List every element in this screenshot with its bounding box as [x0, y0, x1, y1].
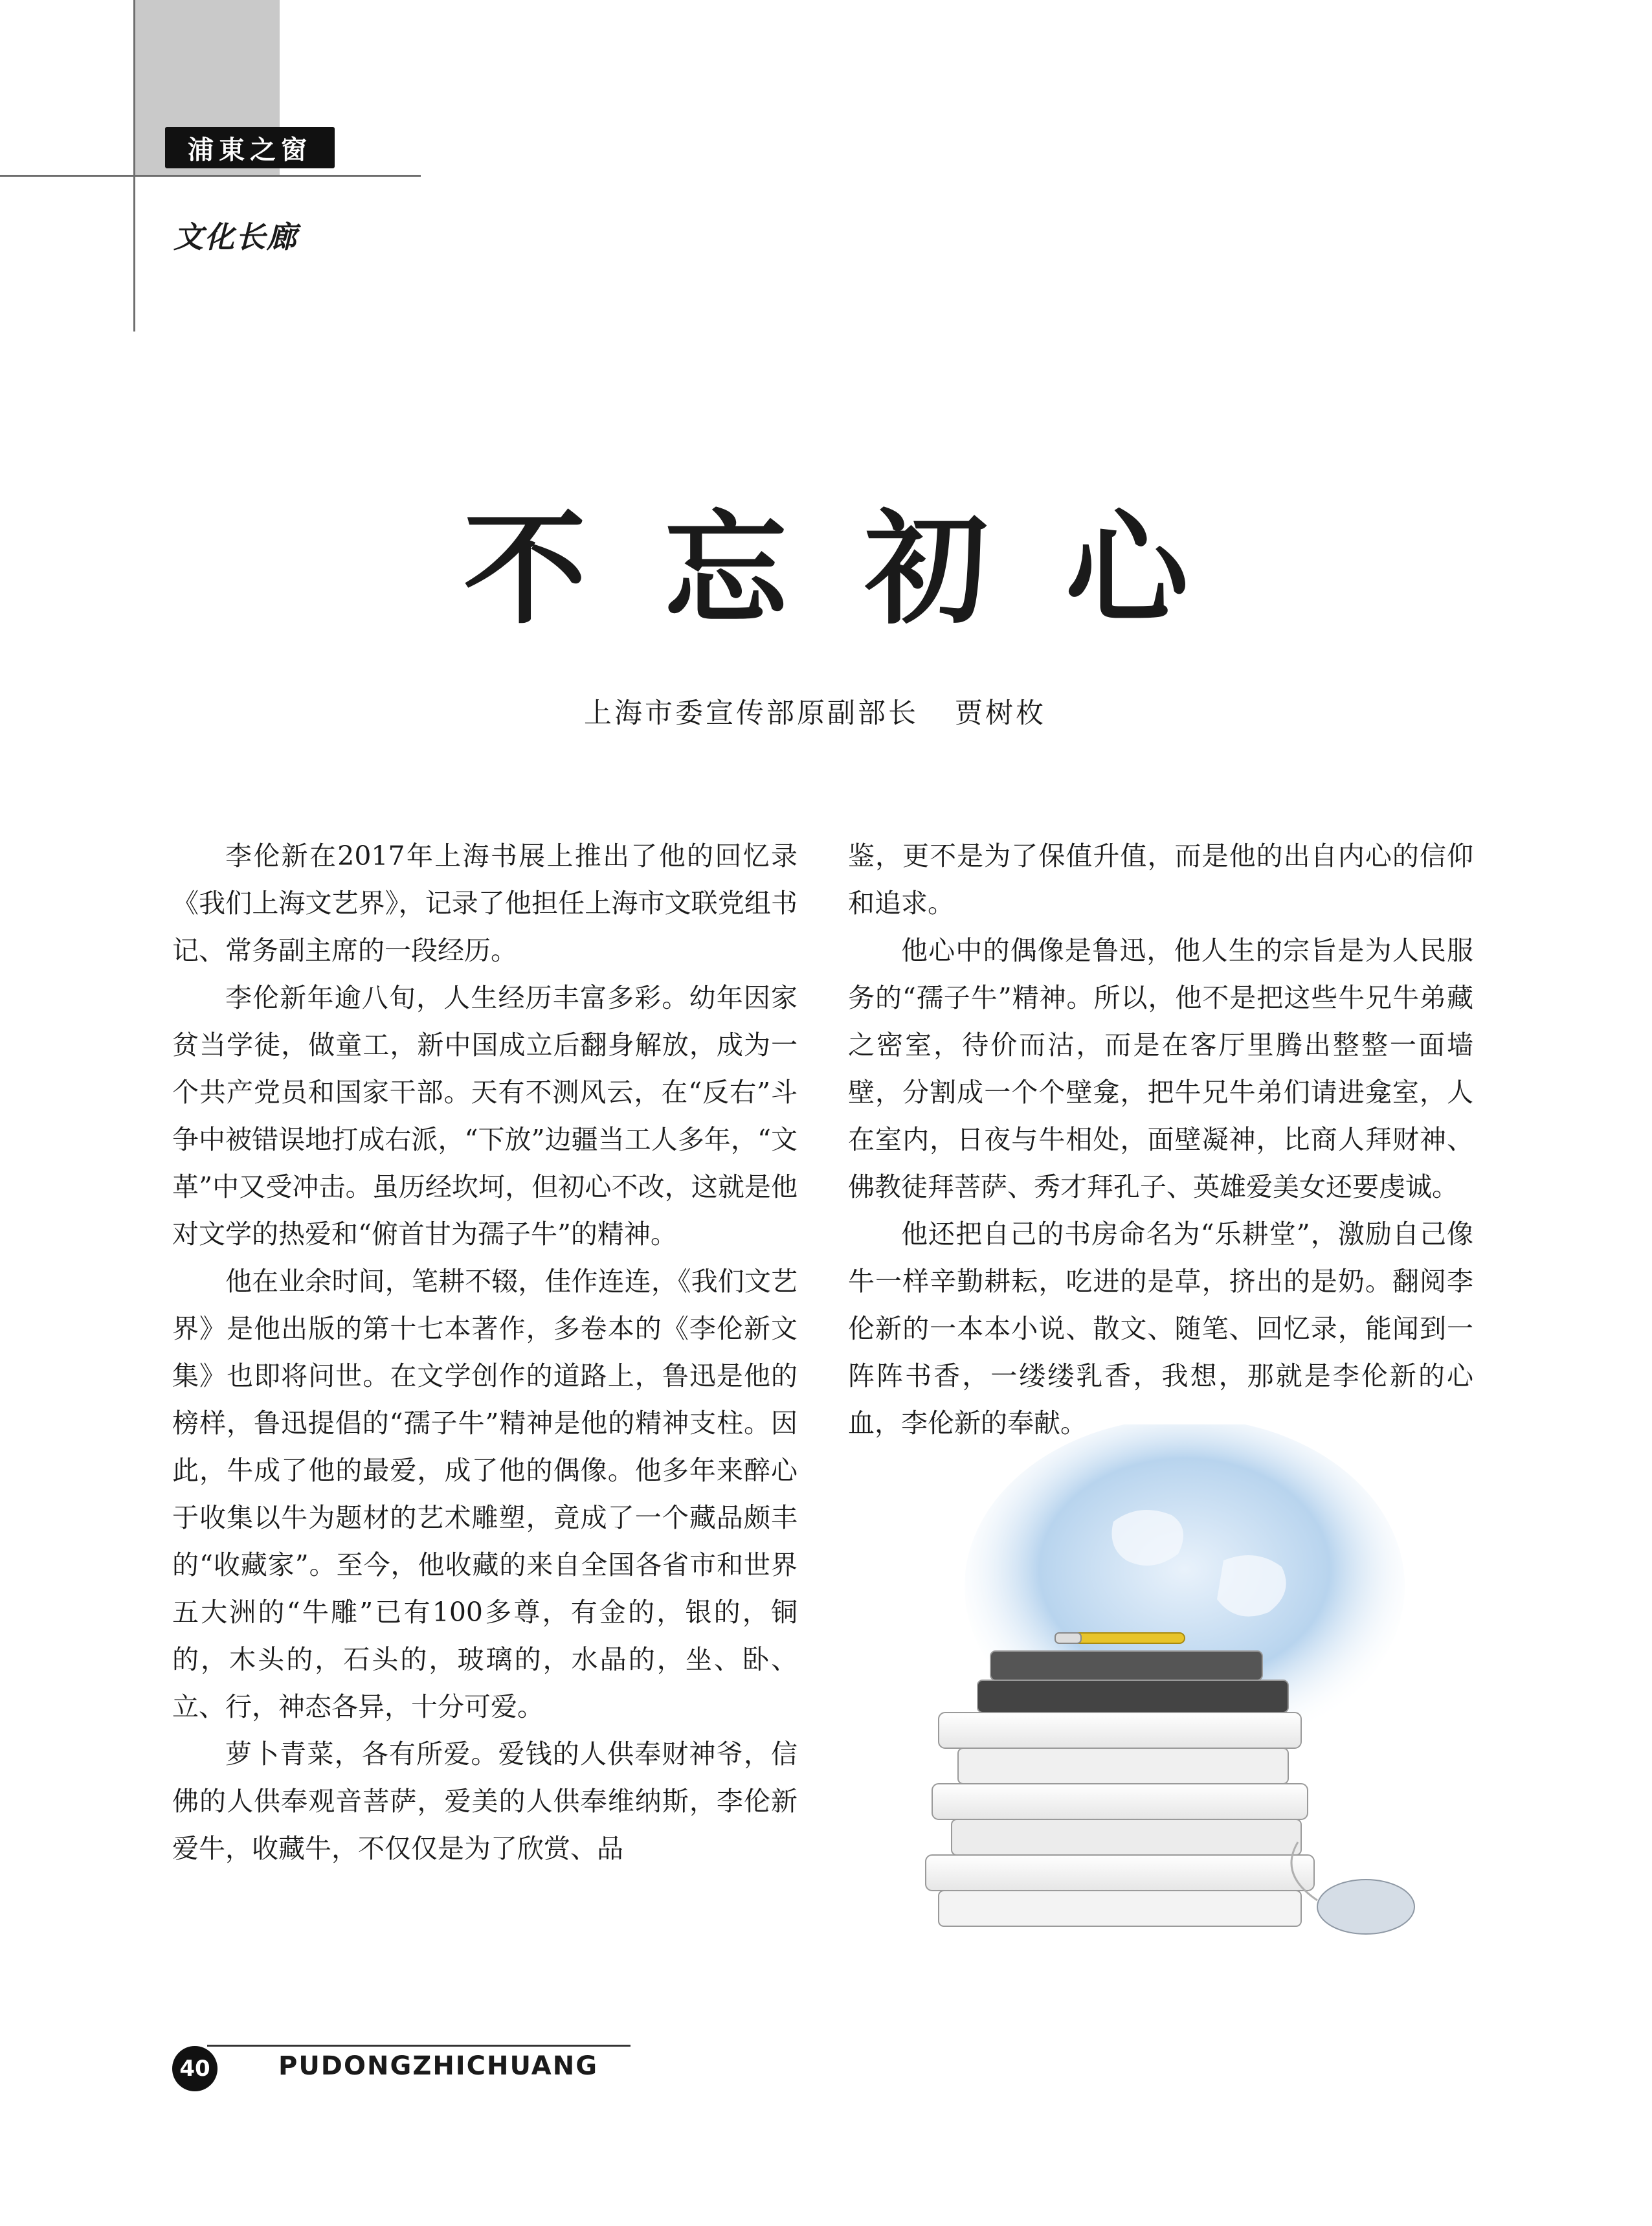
- paragraph: 他还把自己的书房命名为“乐耕堂”，激励自己像牛一样辛勤耕耘，吃进的是草，挤出的是奶。翻阅李伦新的一本本小说、散文、随笔、回忆录，能闻到一阵阵书香，一缕缕乳香，我想，那就是李伦新的心血，李伦新的奉献。: [848, 1219, 1473, 1439]
- section-title: 文化长廊: [173, 219, 298, 254]
- header-horizontal-rule: [0, 175, 421, 177]
- paragraph: 李伦新年逾八旬，人生经历丰富多彩。幼年因家贫当学徒，做童工，新中国成立后翻身解放，成为一个共产党员和国家干部。天有不测风云，在“反右”斗争中被错误地打成右派，“下放”边疆当工人多年，“文革”中又受冲击。虽历经坎坷，但初心不改，这就是他对文学的热爱和“俯首甘为孺子牛”的精神。: [172, 982, 798, 1250]
- book: [958, 1748, 1288, 1784]
- byline: [584, 691, 1046, 731]
- book: [977, 1680, 1288, 1713]
- book: [939, 1713, 1301, 1748]
- book: [932, 1784, 1308, 1819]
- magazine-name: PUDONGZHICHUANG: [278, 2051, 599, 2081]
- globe-continent-shape: [1112, 1510, 1184, 1566]
- magazine-logo: 浦東之窗: [165, 127, 335, 168]
- byline-author: 贾树枚: [955, 697, 1046, 730]
- mouse-icon: [1317, 1880, 1414, 1934]
- byline-role: 上海市委宣传部原副部长: [584, 697, 919, 730]
- footer-rule: [207, 2045, 631, 2047]
- book: [926, 1855, 1314, 1891]
- page-number: 40: [172, 2046, 218, 2091]
- header-vertical-rule: [133, 0, 135, 332]
- book: [990, 1651, 1262, 1680]
- book: [939, 1891, 1301, 1926]
- paragraph: 他在业余时间，笔耕不辍，佳作连连，《我们文艺界》是他出版的第十七本著作，多卷本的《李伦新文集》也即将问世。在文学创作的道路上，鲁迅是他的榜样，鲁迅提倡的“孺子牛”精神是他的精神支柱。因此，牛成了他的最爱，成了他的偶像。他多年来醉心于收集以牛为题材的艺术雕塑，竟成了一个藏品颇丰的“收藏家”。至今，他收藏的来自全国各省市和世界五大洲的“牛雕”已有100多尊，有金的，银的，铜的，木头的，石头的，玻璃的，水晶的，坐、卧、立、行，神态各异，十分可爱。: [172, 1266, 798, 1722]
- article-right-column: [848, 833, 1473, 1447]
- pen-icon: [1055, 1633, 1185, 1643]
- book-stack: [926, 1651, 1314, 1926]
- books-globe-icon: [861, 1424, 1463, 1955]
- paragraph: 他心中的偶像是鲁迅，他人生的宗旨是为人民服务的“孺子牛”精神。所以，他不是把这些牛兄牛弟藏之密室，待价而沽，而是在客厅里腾出整整一面墙壁，分割成一个个壁龛，把牛兄牛弟们请进龛室，人在室内，日夜与牛相处，面壁凝神，比商人拜财神、佛教徒拜菩萨、秀才拜孔子、英雄爱美女还要虔诚。: [848, 935, 1473, 1202]
- article-title: 不忘初心: [463, 498, 1266, 641]
- book: [952, 1819, 1301, 1855]
- article-left-column: [172, 833, 798, 1872]
- paragraph: 萝卜青菜，各有所爱。爱钱的人供奉财神爷，信佛的人供奉观音菩萨，爱美的人供奉维纳斯，李伦新爱牛，收藏牛，不仅仅是为了欣赏、品: [172, 1738, 798, 1864]
- paragraph-continued: 鉴，更不是为了保值升值，而是他的出自内心的信仰和追求。: [848, 840, 1473, 919]
- paragraph: 李伦新在2017年上海书展上推出了他的回忆录《我们上海文艺界》，记录了他担任上海市文联党组书记、常务副主席的一段经历。: [172, 840, 798, 966]
